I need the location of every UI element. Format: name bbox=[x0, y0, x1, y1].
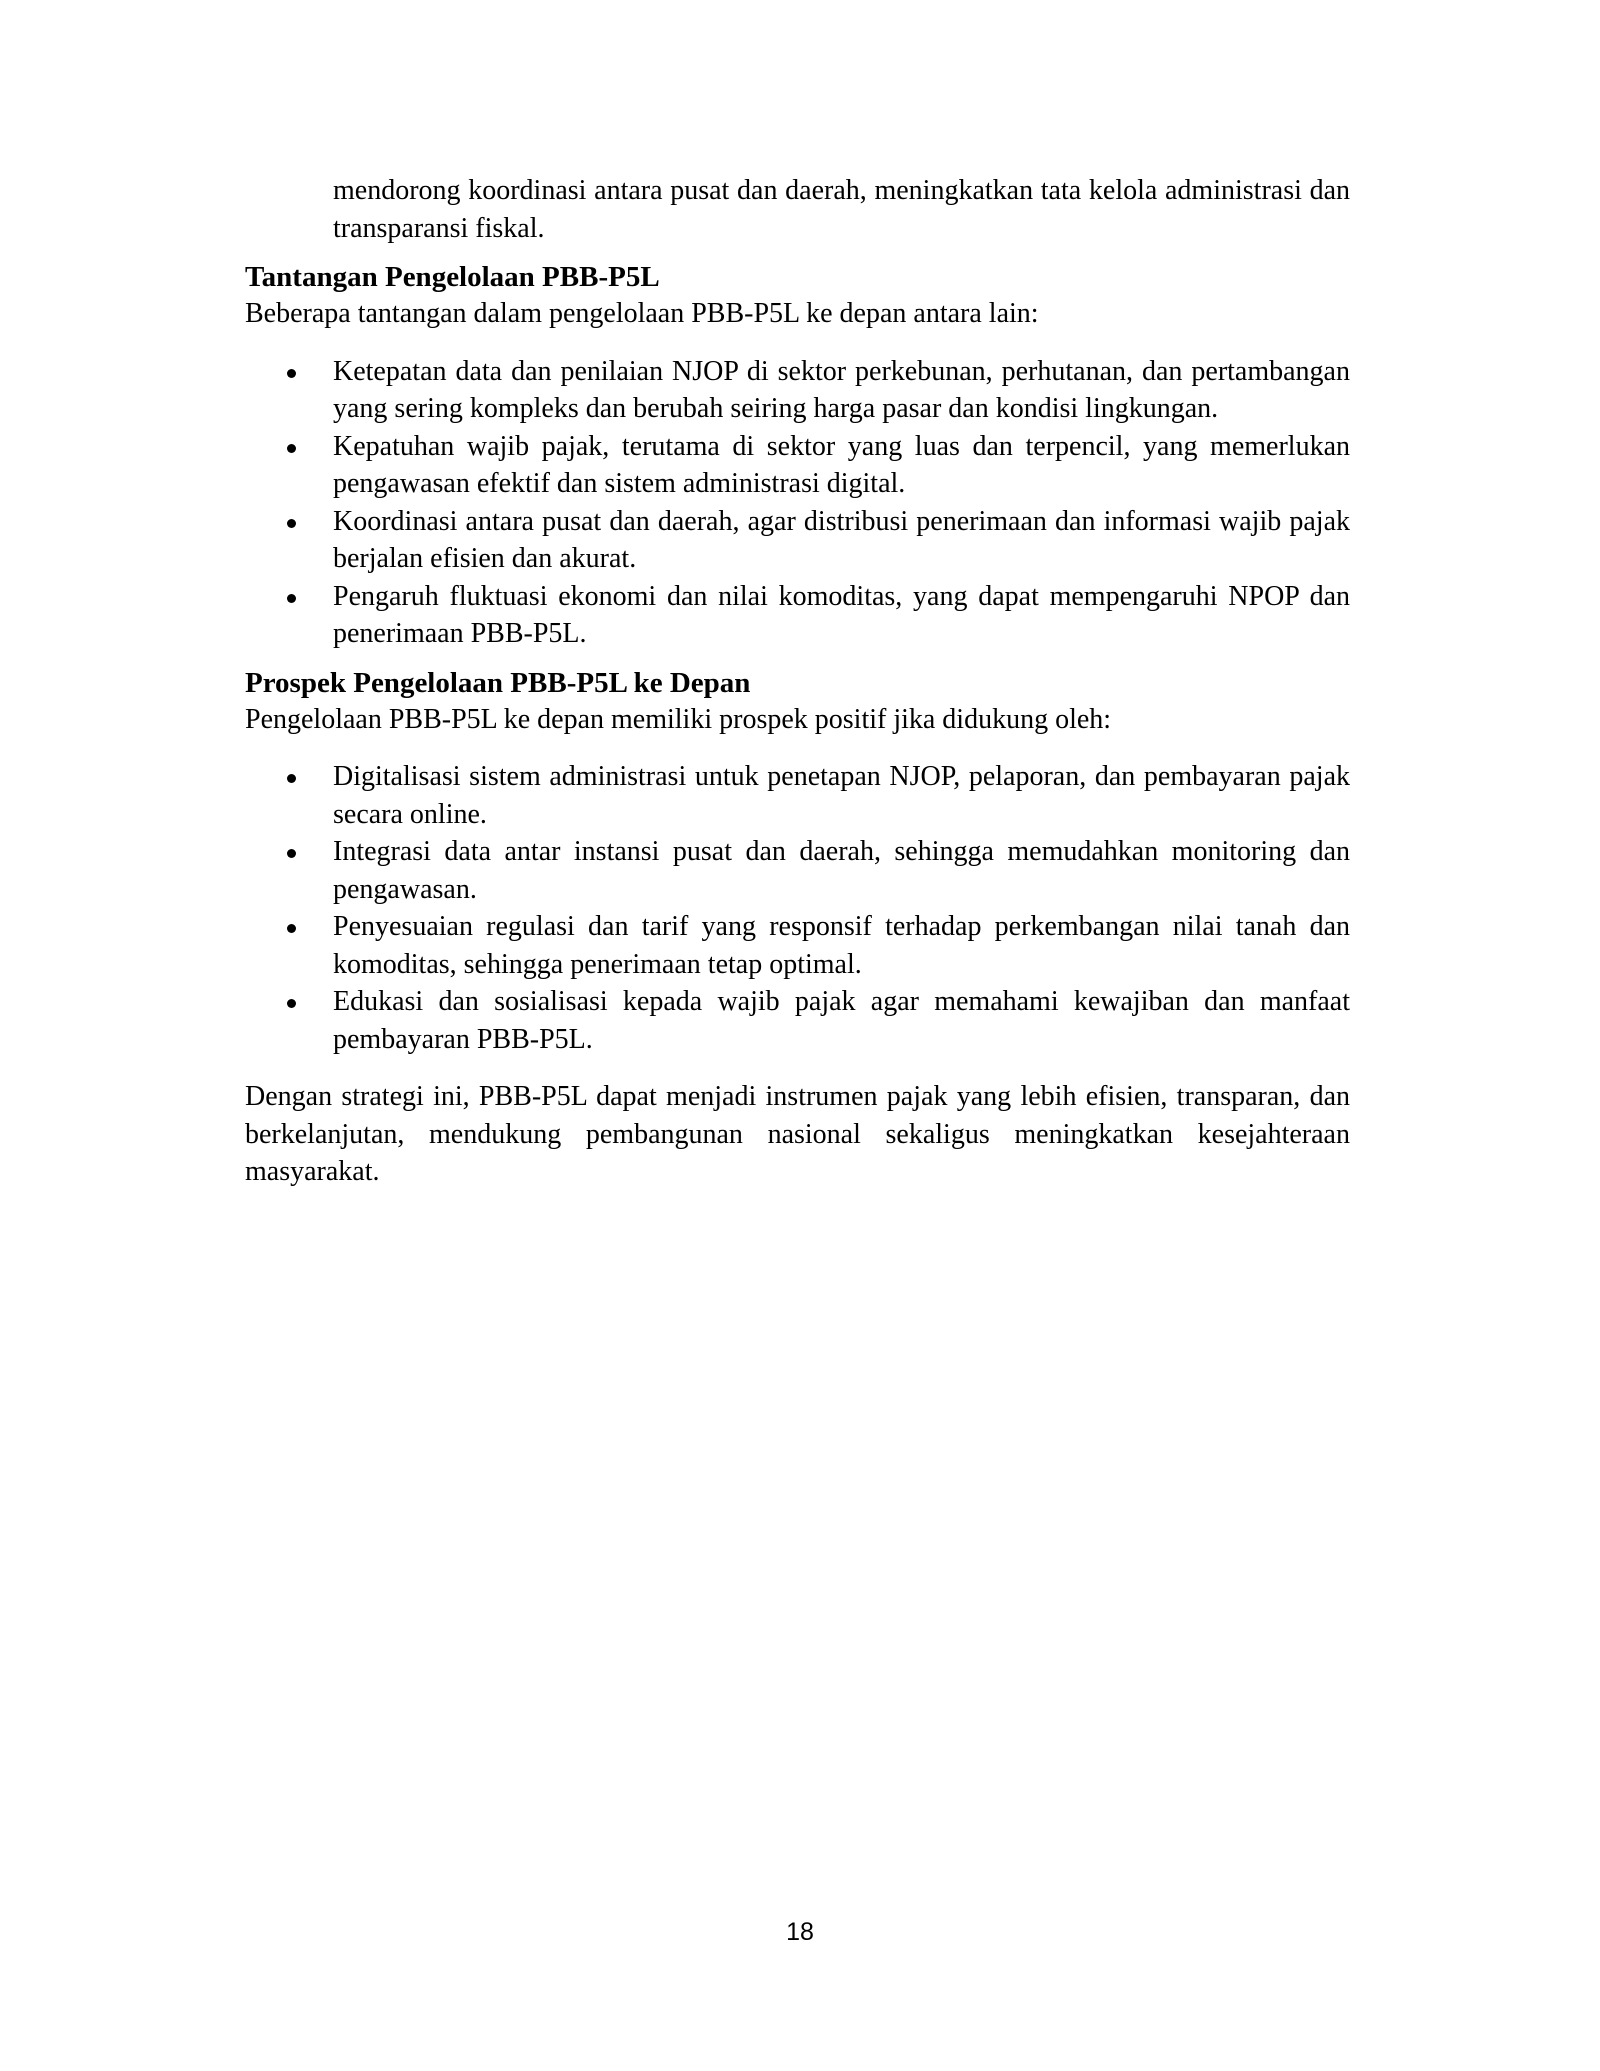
bullet-icon bbox=[287, 594, 296, 603]
bullet-list-prospek bbox=[245, 758, 1350, 1058]
list-item bbox=[245, 353, 1350, 428]
bullet-icon bbox=[287, 519, 296, 528]
bullet-icon bbox=[287, 924, 296, 933]
list-item bbox=[245, 428, 1350, 503]
list-item-text: Kepatuhan wajib pajak, terutama di sektor yang luas dan terpencil, yang memerlukan pengawasan efektif dan sistem administrasi digital. bbox=[333, 430, 1350, 499]
list-item bbox=[245, 503, 1350, 578]
page-number: 18 bbox=[786, 1918, 814, 1946]
list-item bbox=[245, 908, 1350, 983]
intro-continuation-paragraph: mendorong koordinasi antara pusat dan daerah, meningkatkan tata kelola administrasi dan transparansi fiskal. bbox=[333, 175, 1350, 244]
list-item bbox=[245, 833, 1350, 908]
list-item-text: Digitalisasi sistem administrasi untuk penetapan NJOP, pelaporan, dan pembayaran pajak secara online. bbox=[333, 761, 1350, 830]
list-item-text: Edukasi dan sosialisasi kepada wajib pajak agar memahami kewajiban dan manfaat pembayaran PBB-P5L. bbox=[333, 986, 1350, 1055]
bullet-icon bbox=[287, 999, 296, 1008]
bullet-icon bbox=[287, 849, 296, 858]
list-item-text: Pengaruh fluktuasi ekonomi dan nilai komoditas, yang dapat mempengaruhi NPOP dan penerimaan PBB-P5L. bbox=[333, 580, 1350, 649]
list-item bbox=[245, 758, 1350, 833]
section-lead-tantangan: Beberapa tantangan dalam pengelolaan PBB-P5L ke depan antara lain: bbox=[245, 298, 1039, 329]
list-item-text: Ketepatan data dan penilaian NJOP di sektor perkebunan, perhutanan, dan pertambangan yang sering kompleks dan berubah seiring harga pasar dan kondisi lingkungan. bbox=[333, 355, 1350, 424]
list-item bbox=[245, 578, 1350, 653]
bullet-icon bbox=[287, 444, 296, 453]
list-item-text: Koordinasi antara pusat dan daerah, agar distribusi penerimaan dan informasi wajib pajak berjalan efisien dan akurat. bbox=[333, 505, 1350, 574]
bullet-icon bbox=[287, 369, 296, 378]
bullet-list-tantangan bbox=[245, 353, 1350, 653]
section-heading-tantangan: Tantangan Pengelolaan PBB-P5L bbox=[245, 261, 660, 293]
section-heading-prospek: Prospek Pengelolaan PBB-P5L ke Depan bbox=[245, 666, 751, 699]
bullet-icon bbox=[287, 774, 296, 783]
list-item bbox=[245, 983, 1350, 1058]
list-item-text: Integrasi data antar instansi pusat dan daerah, sehingga memudahkan monitoring dan pengawasan. bbox=[333, 836, 1350, 905]
section-lead-prospek: Pengelolaan PBB-P5L ke depan memiliki prospek positif jika didukung oleh: bbox=[245, 703, 1112, 735]
page-content bbox=[245, 172, 1350, 1191]
conclusion-paragraph: Dengan strategi ini, PBB-P5L dapat menjadi instrumen pajak yang lebih efisien, transparan, dan berkelanjutan, mendukung pembangunan nasional sekaligus meningkatkan kesejahteraan masyarakat. bbox=[245, 1081, 1350, 1187]
list-item-text: Penyesuaian regulasi dan tarif yang responsif terhadap perkembangan nilai tanah dan komoditas, sehingga penerimaan tetap optimal. bbox=[333, 911, 1350, 980]
